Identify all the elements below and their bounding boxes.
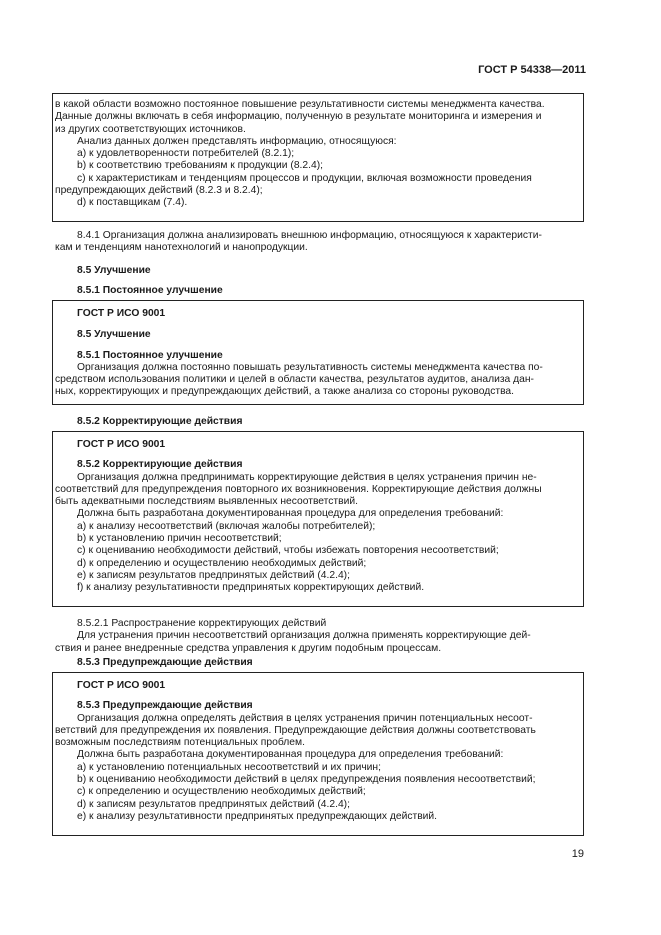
text-line: Организация должна определять действия в целях устранения причин потенциальных несоот- [77,712,533,724]
subsection-title: 8.5.2.1 Распространение корректирующих действий [77,618,327,629]
page-number: 19 [571,848,584,860]
list-item: b) к установлению причин несоответствий; [77,533,282,545]
box-heading: 8.5.3 Предупреждающие действия [77,700,253,712]
section-heading-8-5: 8.5 Улучшение [77,265,151,276]
procedure-intro: Должна быть разработана документированная процедура для определения требований: [77,749,504,761]
text-line: Организация должна предпринимать корректирующие действия в целях устранения причин не- [77,471,537,483]
quote-box-continuation [52,93,584,222]
standard-label: ГОСТ Р ИСО 9001 [77,439,166,450]
list-item: d) к поставщикам (7.4). [77,197,188,209]
paragraph-8-5-2-1 [55,618,578,655]
list-item: e) к записям результатов предпринятых действий (4.2.4); [77,569,350,581]
document-code: ГОСТ Р 54338—2011 [478,64,586,76]
text-line: ствия и ранее внедренные средства управления к другим подобным процессам. [55,642,442,654]
text-line: ных, корректирующих и предупреждающих действий, а также анализа со стороны руководства. [55,386,515,398]
list-item: c) к оцениванию необходимости действий, чтобы избежать повторения несоответствий; [77,545,499,557]
list-item: a) к установлению потенциальных несоответствий и их причин; [77,761,381,773]
text-line: 8.4.1 Организация должна анализировать внешнюю информацию, относящуюся к характеристи- [77,230,542,241]
quote-box-gost-iso-8-5-2 [52,431,584,607]
text-line: Организация должна постоянно повышать результативность системы менеджмента качества по- [77,361,543,373]
section-heading-8-5-3: 8.5.3 Предупреждающие действия [77,657,253,668]
text-line: Данные должны включать в себя информацию, полученную в результате мониторинга и измерения и [55,111,542,123]
list-item: b) к соответствию требованиям к продукции (8.2.4); [77,160,324,172]
list-item: a) к удовлетворенности потребителей (8.2.1); [77,148,295,160]
list-item-continuation: предупреждающих действий (8.2.3 и 8.2.4); [55,185,263,197]
list-item: c) к определению и осуществлению необходимых действий; [77,786,366,798]
standard-label: ГОСТ Р ИСО 9001 [77,308,166,319]
text-line: ветствий для предупреждения их появления. Предупреждающие действия должны соответствовать [55,724,536,736]
analysis-intro: Анализ данных должен представлять информацию, относящуюся: [77,135,397,147]
text-line: возможным последствиям потенциальных проблем. [55,737,305,749]
text-line: соответствий для предупреждения повторного их возникновения. Корректирующие действия должны [55,483,542,495]
text-line: в какой области возможно постоянное повышение результативности системы менеджмента качества. [55,99,545,110]
paragraph-8-4-1 [55,230,578,255]
text-line: быть адекватными последствиям выявленных несоответствий. [55,496,358,508]
list-item: e) к анализу результативности предпринятых предупреждающих действий. [77,810,438,822]
text-line: кам и тенденциям нанотехнологий и нанопродукции. [55,242,308,254]
box-heading: 8.5 Улучшение [77,329,151,341]
list-item: d) к определению и осуществлению необходимых действий; [77,557,367,569]
list-item: d) к записям результатов предпринятых действий (4.2.4); [77,798,350,810]
list-item: a) к анализу несоответствий (включая жалобы потребителей); [77,520,376,532]
quote-box-gost-iso-8-5-1 [52,300,584,405]
box-subheading: 8.5.1 Постоянное улучшение [77,349,223,361]
text-line: из других соответствующих источников. [55,123,246,135]
standard-label: ГОСТ Р ИСО 9001 [77,680,166,691]
list-item: c) к характеристикам и тенденциям процессов и продукции, включая возможности проведения [77,172,532,184]
section-heading-8-5-2: 8.5.2 Корректирующие действия [77,416,243,427]
text-line: средством использования политики и целей в области качества, результатов аудитов, анализа дан- [55,374,534,386]
box-heading: 8.5.2 Корректирующие действия [77,459,243,471]
list-item: b) к оцениванию необходимости действий в целях предупреждения появления несоответствий; [77,774,536,786]
procedure-intro: Должна быть разработана документированная процедура для определения требований: [77,508,504,520]
list-item: f) к анализу результативности предпринятых корректирующих действий. [77,582,425,594]
quote-box-gost-iso-8-5-3 [52,672,584,836]
section-heading-8-5-1: 8.5.1 Постоянное улучшение [77,285,223,296]
text-line: Для устранения причин несоответствий организация должна применять корректирующие дей- [77,630,531,642]
